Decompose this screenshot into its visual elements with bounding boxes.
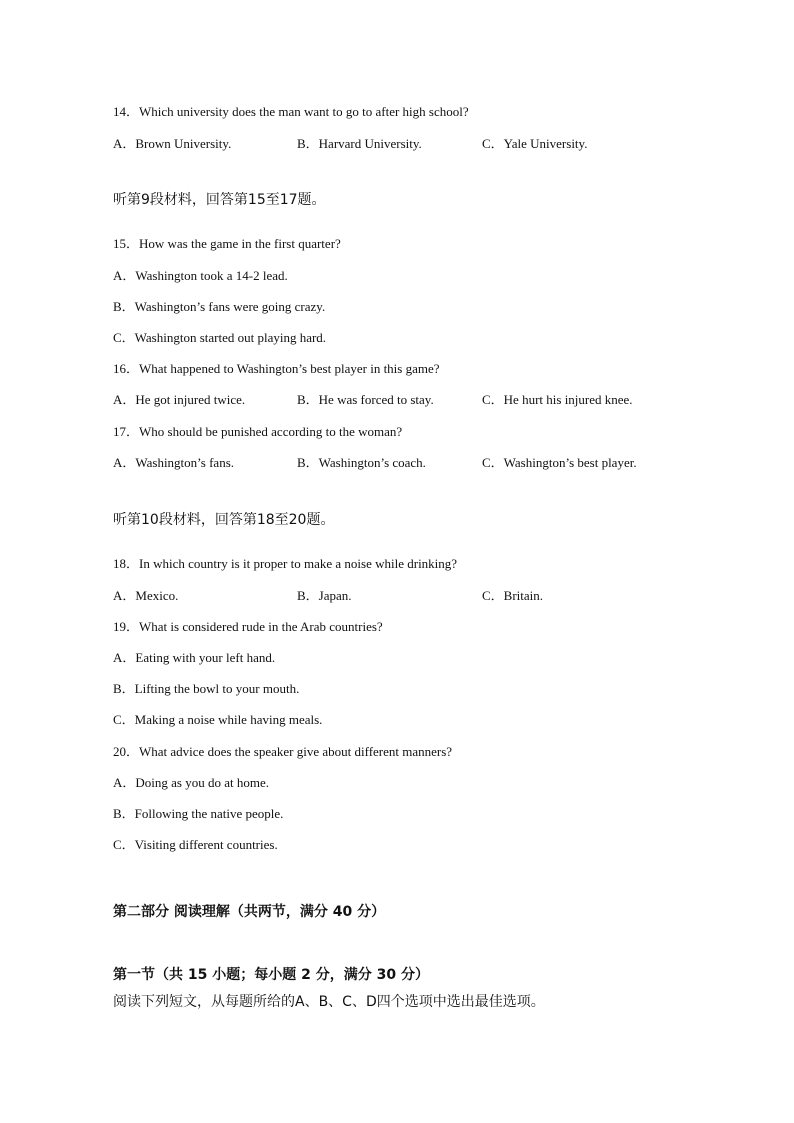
option-b: B．Following the native people. [113,806,284,821]
question-17: 17．Who should be punished according to the woman? [113,424,403,439]
option-a: A．Mexico. [113,588,179,603]
question-18: 18．In which country is it proper to make a noise while drinking? [113,556,458,571]
option-c: C．Britain. [482,588,544,603]
option-b: B．Lifting the bowl to your mouth. [113,681,300,696]
question-19: 19．What is considered rude in the Arab countries? [113,619,383,634]
section-10-heading: 听第10段材料，回答第18至20题。 [113,512,335,528]
question-15: 15．How was the game in the first quarter? [113,236,341,251]
question-20: 20．What advice does the speaker give about different manners? [113,744,453,759]
part-2-title: 第二部分 阅读理解（共两节，满分 40 分） [113,904,386,920]
options-row-17 [113,455,713,471]
option-c: C．Washington started out playing hard. [113,330,327,345]
option-c: C．Washington’s best player. [482,455,637,470]
option-c: C．Yale University. [482,136,588,151]
option-c: C．Visiting different countries. [113,837,278,852]
options-row-18 [113,588,713,604]
option-a: A．Washington took a 14-2 lead. [113,268,288,283]
section-9-heading: 听第9段材料，回答第15至17题。 [113,192,326,208]
option-a: A．Doing as you do at home. [113,775,269,790]
option-c: C．Making a noise while having meals. [113,712,323,727]
option-a: A．Eating with your left hand. [113,650,276,665]
option-a: A．Washington’s fans. [113,455,234,470]
reading-instructions: 阅读下列短文，从每题所给的A、B、C、D四个选项中选出最佳选项。 [113,994,545,1010]
option-b: B．He was forced to stay. [297,392,434,407]
options-row-14 [113,136,713,152]
options-row-16 [113,392,713,408]
option-a: A．Brown University. [113,136,232,151]
option-c: C．He hurt his injured knee. [482,392,633,407]
question-14: 14．Which university does the man want to go to after high school? [113,104,469,119]
question-16: 16．What happened to Washington’s best player in this game? [113,361,440,376]
option-b: B．Washington’s coach. [297,455,426,470]
section-1-title: 第一节（共 15 小题；每小题 2 分，满分 30 分） [113,967,429,983]
option-b: B．Washington’s fans were going crazy. [113,299,326,314]
option-b: B．Harvard University. [297,136,422,151]
option-b: B．Japan. [297,588,352,603]
option-a: A．He got injured twice. [113,392,246,407]
